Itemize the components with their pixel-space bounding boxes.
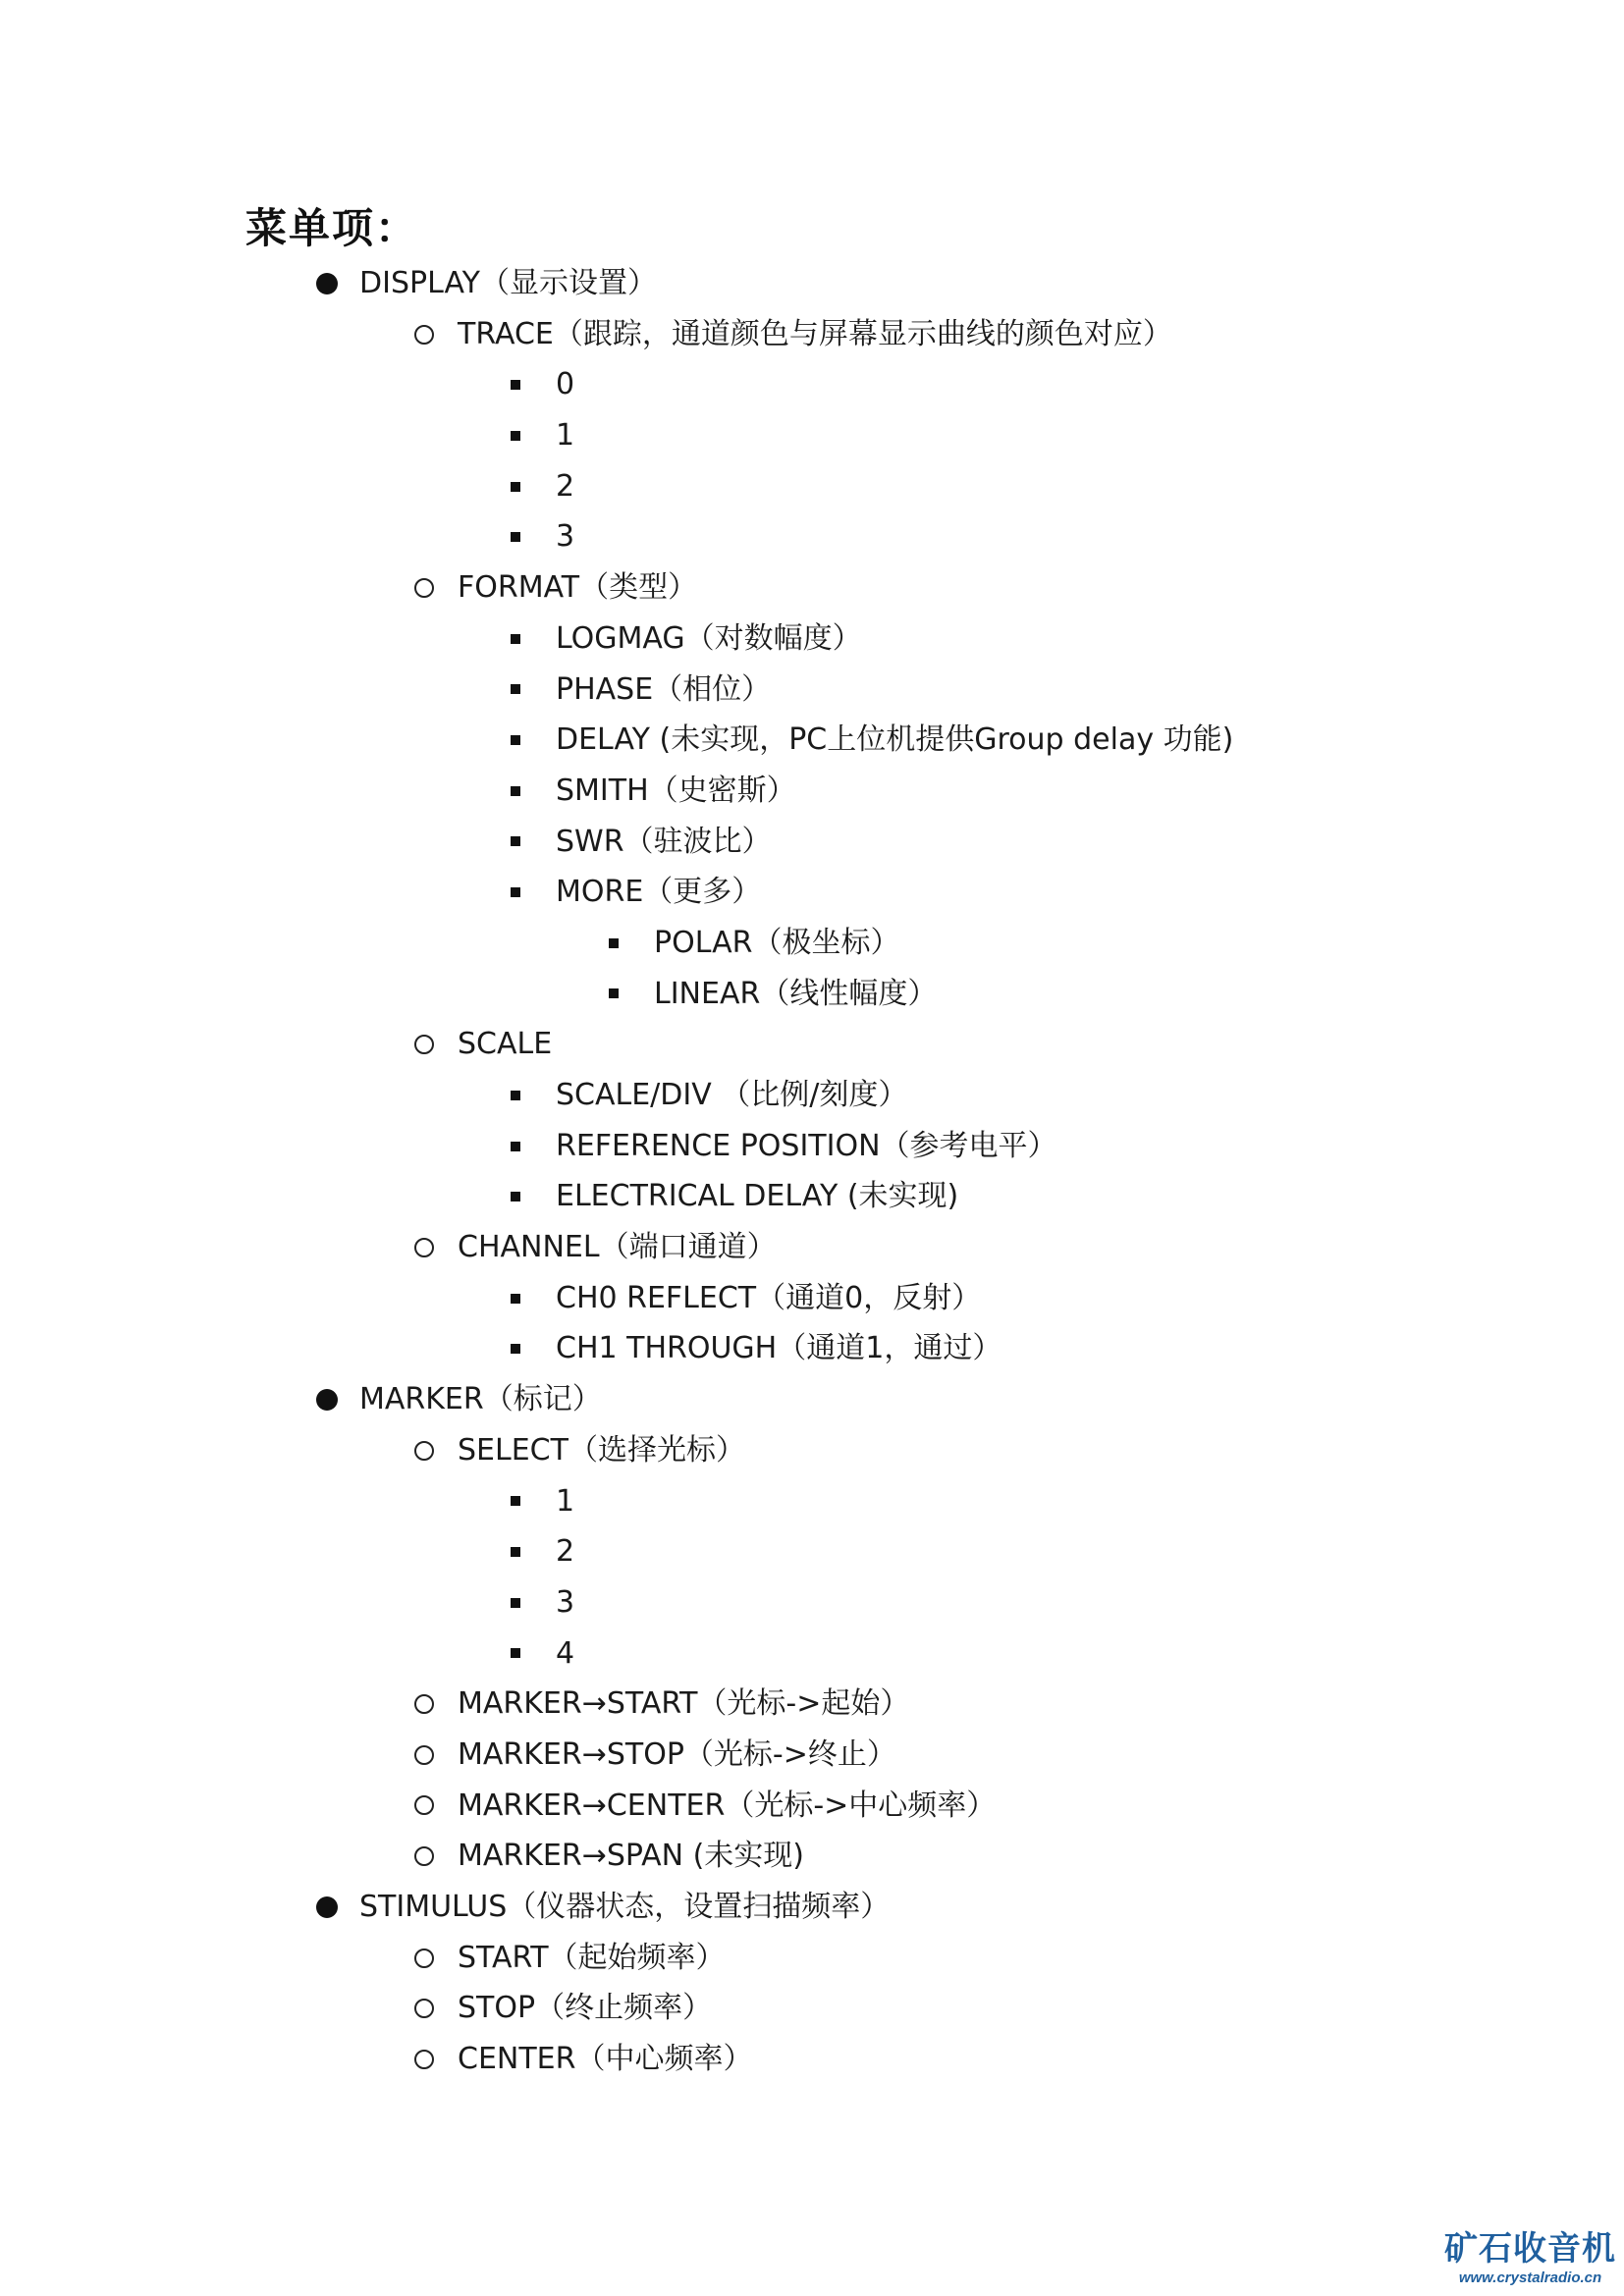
menu-item-label: LOGMAG（对数幅度）	[556, 620, 862, 656]
disc-bullet-icon	[312, 1374, 342, 1425]
menu-item	[0, 1831, 1624, 1882]
square-bullet-icon	[501, 461, 530, 512]
menu-item-label: MARKER→STOP（光标->终止）	[458, 1736, 896, 1772]
menu-subitem	[0, 1070, 1624, 1121]
square-bullet-icon	[501, 1273, 530, 1324]
menu-item-label: DELAY (未实现，PC上位机提供Group delay 功能)	[556, 722, 1234, 758]
menu-item-label: 2	[556, 468, 575, 504]
menu-item-label: SCALE/DIV （比例/刻度）	[556, 1078, 908, 1112]
menu-item-label: POLAR（极坐标）	[654, 925, 900, 960]
menu-item-label: SELECT（选择光标）	[458, 1432, 745, 1468]
menu-section	[0, 1882, 1624, 1933]
menu-item-label: 0	[556, 367, 575, 402]
menu-item	[0, 1222, 1624, 1273]
menu-item	[0, 1019, 1624, 1070]
menu-item	[0, 1933, 1624, 1984]
circle-bullet-icon	[409, 1679, 439, 1730]
circle-bullet-icon	[409, 2034, 439, 2085]
watermark-logo	[1444, 2221, 1616, 2286]
menu-item-label: STOP（终止频率）	[458, 1991, 713, 2026]
circle-bullet-icon	[409, 309, 439, 360]
menu-subitem	[0, 359, 1624, 410]
menu-item-label: FORMAT（类型）	[458, 570, 698, 606]
menu-subitem	[0, 715, 1624, 766]
menu-subitem	[0, 461, 1624, 512]
square-bullet-icon	[501, 1476, 530, 1527]
menu-item	[0, 309, 1624, 360]
menu-item-label: MARKER→START（光标->起始）	[458, 1686, 910, 1722]
menu-item-label: START（起始频率）	[458, 1940, 726, 1975]
menu-item-label: 3	[556, 519, 575, 555]
menu-subitem	[0, 1629, 1624, 1680]
menu-item-label: 2	[556, 1534, 575, 1570]
menu-item-label: ELECTRICAL DELAY (未实现)	[556, 1179, 959, 1214]
menu-section	[0, 258, 1624, 309]
square-bullet-icon	[501, 867, 530, 918]
menu-item-label: STIMULUS（仪器状态，设置扫描频率）	[359, 1890, 891, 1924]
circle-bullet-icon	[409, 1933, 439, 1984]
menu-item	[0, 1781, 1624, 1832]
square-bullet-icon	[501, 715, 530, 766]
menu-item-label: 4	[556, 1635, 575, 1671]
menu-subsubitem	[0, 918, 1624, 969]
square-bullet-icon	[501, 1526, 530, 1577]
square-bullet-icon	[501, 1070, 530, 1121]
square-bullet-icon	[599, 969, 628, 1020]
menu-item-label: CHANNEL（端口通道）	[458, 1230, 777, 1265]
square-bullet-icon	[501, 511, 530, 562]
menu-item	[0, 562, 1624, 614]
menu-subitem	[0, 1577, 1624, 1629]
page-title: 菜单项：	[245, 204, 419, 252]
menu-item-label: CH1 THROUGH（通道1，通过）	[556, 1331, 1002, 1366]
disc-bullet-icon	[312, 1882, 342, 1933]
menu-list	[0, 258, 1624, 2085]
square-bullet-icon	[501, 817, 530, 868]
menu-subitem	[0, 1273, 1624, 1324]
disc-bullet-icon	[312, 258, 342, 309]
menu-item-label: REFERENCE POSITION（参考电平）	[556, 1128, 1057, 1163]
square-bullet-icon	[501, 359, 530, 410]
menu-subitem	[0, 410, 1624, 461]
square-bullet-icon	[501, 665, 530, 716]
menu-subitem	[0, 817, 1624, 868]
menu-subitem	[0, 1526, 1624, 1577]
menu-section	[0, 1374, 1624, 1425]
square-bullet-icon	[501, 766, 530, 817]
circle-bullet-icon	[409, 1222, 439, 1273]
menu-subitem	[0, 665, 1624, 716]
menu-item	[0, 1679, 1624, 1730]
menu-item-label: 1	[556, 1483, 575, 1519]
menu-item-label: LINEAR（线性幅度）	[654, 976, 938, 1011]
menu-item-label: MARKER（标记）	[359, 1382, 602, 1417]
menu-item-label: CENTER（中心频率）	[458, 2042, 753, 2077]
menu-subitem	[0, 614, 1624, 665]
menu-subitem	[0, 1121, 1624, 1172]
menu-item-label: MARKER→SPAN (未实现)	[458, 1839, 804, 1874]
circle-bullet-icon	[409, 1019, 439, 1070]
square-bullet-icon	[501, 1171, 530, 1222]
square-bullet-icon	[599, 918, 628, 969]
menu-subitem	[0, 766, 1624, 817]
watermark-name: 矿石收音机	[1444, 2229, 1616, 2269]
square-bullet-icon	[501, 1577, 530, 1629]
menu-subitem	[0, 1171, 1624, 1222]
menu-item-label: 3	[556, 1584, 575, 1620]
menu-item	[0, 1425, 1624, 1476]
circle-bullet-icon	[409, 1781, 439, 1832]
menu-subsubitem	[0, 969, 1624, 1020]
menu-item	[0, 1983, 1624, 2034]
menu-subitem	[0, 1476, 1624, 1527]
circle-bullet-icon	[409, 562, 439, 614]
circle-bullet-icon	[409, 1425, 439, 1476]
circle-bullet-icon	[409, 1831, 439, 1882]
menu-item-label: SCALE	[458, 1027, 553, 1062]
menu-item	[0, 1730, 1624, 1781]
square-bullet-icon	[501, 1121, 530, 1172]
menu-item-label: MORE（更多）	[556, 875, 762, 910]
menu-item-label: MARKER→CENTER（光标->中心频率）	[458, 1788, 997, 1823]
menu-subitem	[0, 867, 1624, 918]
square-bullet-icon	[501, 1323, 530, 1374]
watermark-url: www.crystalradio.cn	[1458, 2269, 1602, 2286]
menu-item-label: SMITH（史密斯）	[556, 773, 796, 808]
menu-item-label: DISPLAY（显示设置）	[359, 266, 658, 300]
menu-item-label: SWR（驻波比）	[556, 824, 772, 859]
circle-bullet-icon	[409, 1983, 439, 2034]
square-bullet-icon	[501, 614, 530, 665]
square-bullet-icon	[501, 410, 530, 461]
circle-bullet-icon	[409, 1730, 439, 1781]
menu-item-label: 1	[556, 418, 575, 454]
menu-item-label: CH0 REFLECT（通道0，反射）	[556, 1280, 982, 1315]
menu-item-label: PHASE（相位）	[556, 671, 772, 707]
square-bullet-icon	[501, 1629, 530, 1680]
menu-item	[0, 2034, 1624, 2085]
menu-subitem	[0, 511, 1624, 562]
menu-item-label: TRACE（跟踪，通道颜色与屏幕显示曲线的颜色对应）	[458, 316, 1172, 351]
menu-subitem	[0, 1323, 1624, 1374]
